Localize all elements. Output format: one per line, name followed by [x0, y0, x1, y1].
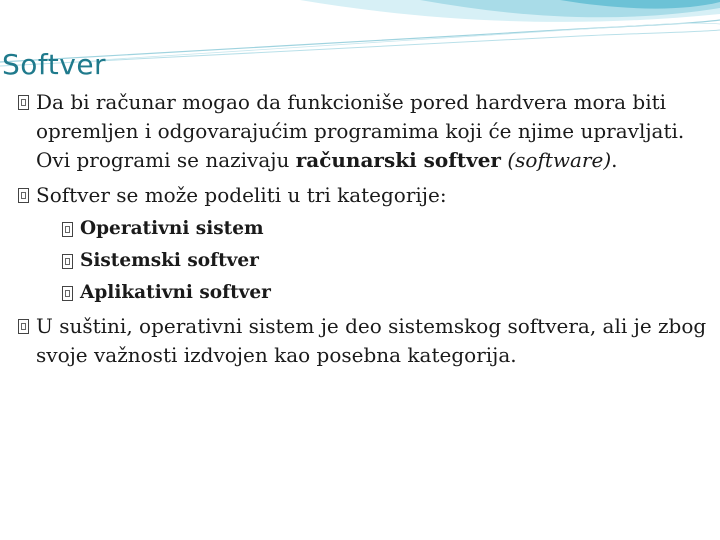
sub-bullet-item	[62, 216, 708, 242]
bullet-conclusion-text: U suštini, operativni sistem je deo sistemskog softvera, ali je zbog svoje važnosti izdvojen kao posebna kategorija.	[36, 314, 707, 367]
bullet-box-icon	[62, 286, 73, 301]
bullet-conclusion	[18, 312, 708, 370]
bullet-intro-end: .	[611, 148, 618, 172]
bullet-intro	[18, 88, 708, 175]
bullet-intro-text: Da bi računar mogao da funkcioniše pored hardvera mora biti opremljen i odgovarajućim programima koji će njime upravljati. Ovi programi se nazivaju	[36, 90, 685, 172]
slide-title: Softver	[2, 48, 107, 81]
wave-line-2	[0, 30, 720, 66]
decorative-wave-header	[0, 0, 720, 80]
sub-bullet-item	[62, 280, 708, 306]
bullet-box-icon	[62, 254, 73, 269]
bullet-box-icon	[62, 222, 73, 237]
sub-bullet-item	[62, 248, 708, 274]
sub-bullet-list	[18, 216, 708, 306]
bullet-categories-text: Softver se može podeliti u tri kategorije:	[36, 183, 447, 207]
wave-line-3	[100, 23, 720, 60]
bullet-categories	[18, 181, 708, 210]
slide-content	[18, 88, 708, 376]
sub-bullet-label: Sistemski softver	[80, 250, 259, 271]
wave-line-1	[0, 20, 720, 62]
sub-bullet-label: Operativni sistem	[80, 218, 264, 239]
bullet-intro-bold: računarski softver	[295, 148, 501, 172]
bullet-box-icon	[18, 319, 29, 334]
bullet-box-icon	[18, 188, 29, 203]
bullet-intro-italic: (software)	[507, 148, 612, 172]
bullet-box-icon	[18, 95, 29, 110]
sub-bullet-label: Aplikativni softver	[80, 282, 271, 303]
